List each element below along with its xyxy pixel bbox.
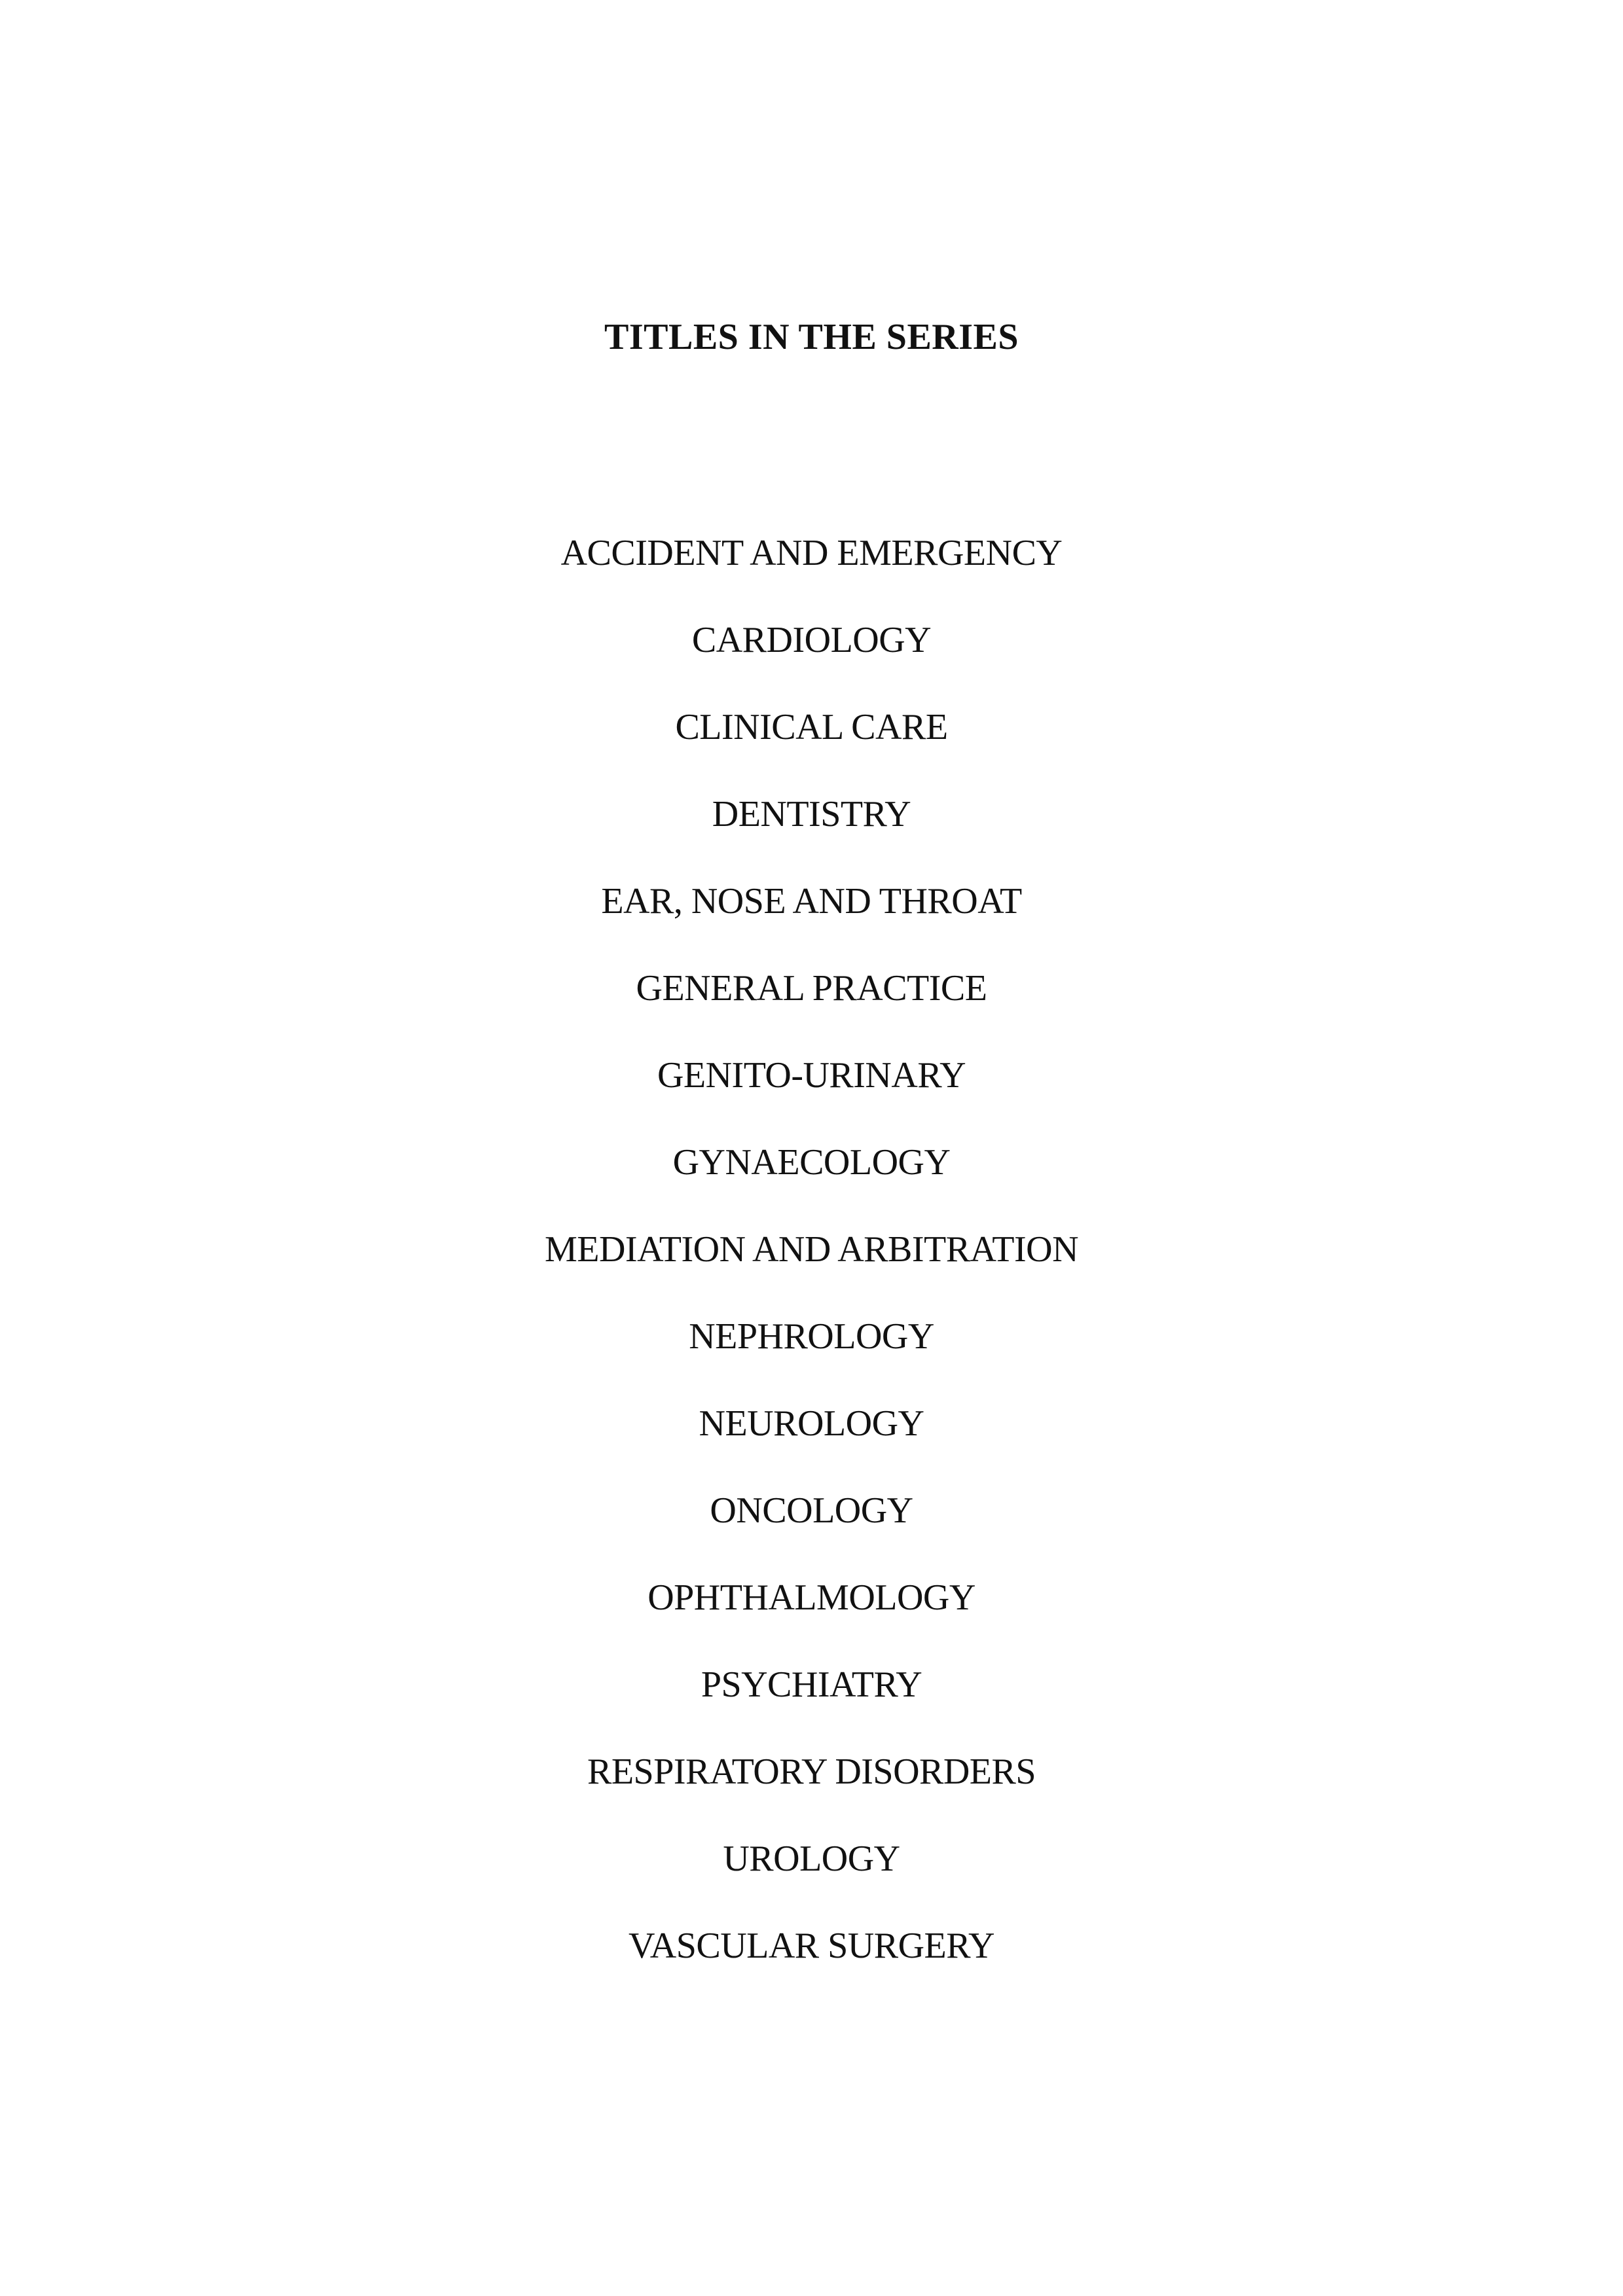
series-title-item: MEDIATION AND ARBITRATION bbox=[544, 1229, 1079, 1270]
series-title-item: RESPIRATORY DISORDERS bbox=[587, 1751, 1036, 1792]
series-title-item: NEUROLOGY bbox=[699, 1403, 924, 1444]
series-title-item: EAR, NOSE AND THROAT bbox=[601, 881, 1022, 922]
series-title-item: DENTISTRY bbox=[712, 794, 911, 834]
series-title-item: GYNAECOLOGY bbox=[672, 1142, 951, 1183]
series-title-item: CLINICAL CARE bbox=[675, 707, 948, 747]
series-title-item: OPHTHALMOLOGY bbox=[647, 1577, 976, 1618]
series-title-item: ONCOLOGY bbox=[710, 1490, 913, 1531]
series-title-item: NEPHROLOGY bbox=[689, 1316, 934, 1357]
series-title-list bbox=[0, 530, 1623, 2010]
series-title-item: ACCIDENT AND EMERGENCY bbox=[560, 533, 1063, 573]
series-title-item: UROLOGY bbox=[723, 1839, 900, 1879]
series-title-item: PSYCHIATRY bbox=[701, 1664, 922, 1705]
series-title-item: VASCULAR SURGERY bbox=[629, 1926, 994, 1966]
page-heading: TITLES IN THE SERIES bbox=[604, 317, 1019, 357]
series-title-item: GENITO-URINARY bbox=[657, 1055, 966, 1096]
series-title-item: GENERAL PRACTICE bbox=[636, 968, 987, 1009]
series-title-item: CARDIOLOGY bbox=[691, 620, 932, 660]
